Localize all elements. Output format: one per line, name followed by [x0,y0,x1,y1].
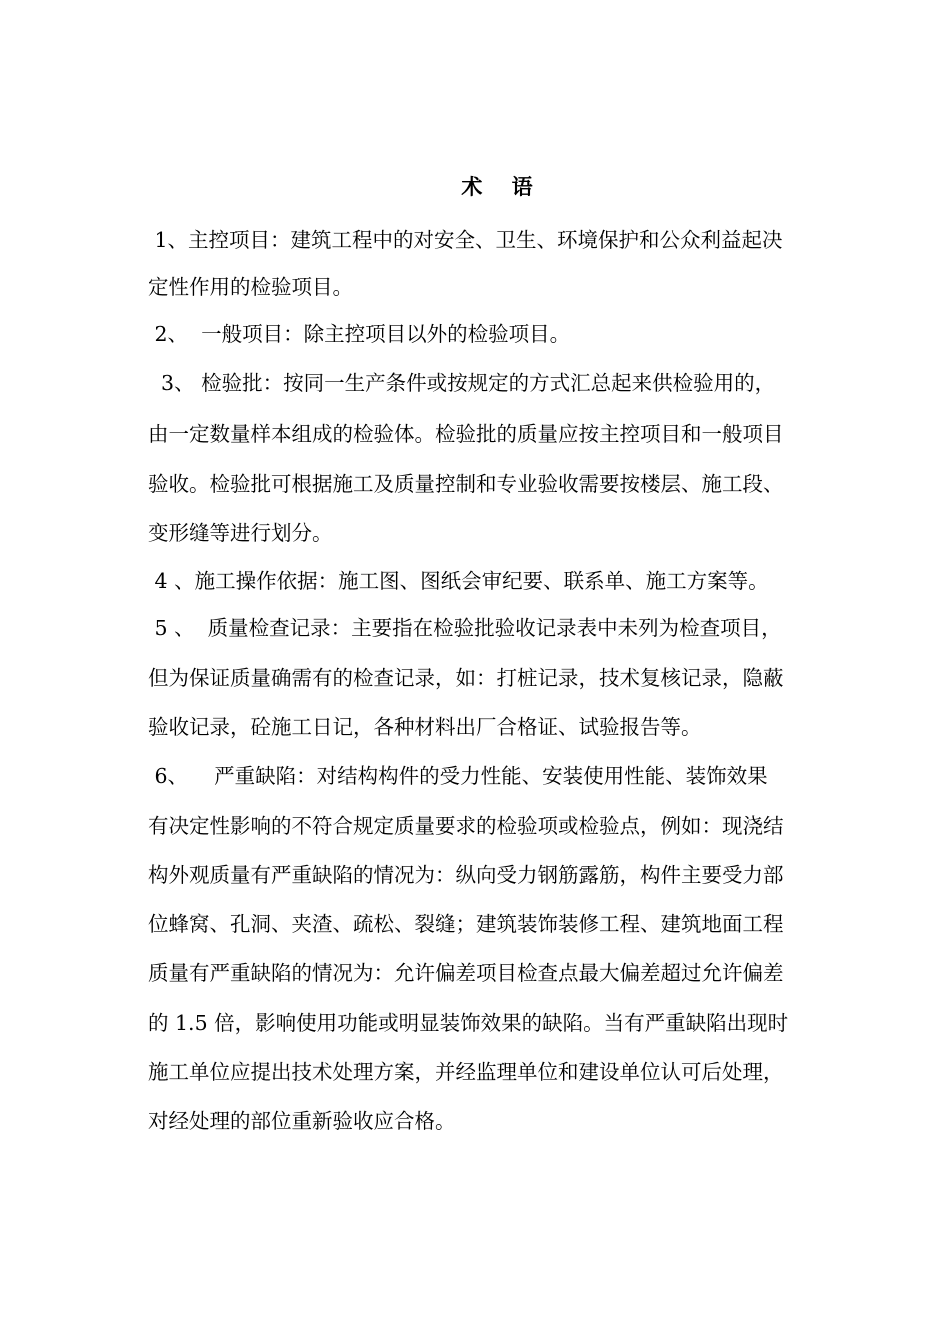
text-line: 验收。检验批可根据施工及质量控制和专业验收需要按楼层、施工段、 [148,472,784,496]
text-line: 的 1.5 倍，影响使用功能或明显装饰效果的缺陷。当有严重缺陷出现时 [148,1011,789,1035]
text-line: 6、 严重缺陷：对结构构件的受力性能、安装使用性能、装饰效果 [148,764,768,788]
page-title: 术 语 [461,175,533,199]
text-line: 变形缝等进行划分。 [148,521,333,545]
text-line: 3、 检验批：按同一生产条件或按规定的方式汇总起来供检验用的， [148,371,776,395]
text-line: 构外观质量有严重缺陷的情况为：纵向受力钢筋露筋，构件主要受力部 [148,863,784,887]
text-line: 但为保证质量确需有的检查记录，如：打桩记录，技术复核记录，隐蔽 [148,666,784,690]
text-line: 5 、 质量检查记录：主要指在检验批验收记录表中未列为检查项目， [148,616,782,640]
text-line: 质量有严重缺陷的情况为：允许偏差项目检查点最大偏差超过允许偏差 [148,961,784,985]
text-line: 有决定性影响的不符合规定质量要求的检验项或检验点，例如：现浇结 [148,814,784,838]
text-line: 定性作用的检验项目。 [148,275,353,299]
text-line: 2、 一般项目：除主控项目以外的检验项目。 [148,322,571,346]
text-line: 4 、施工操作依据：施工图、图纸会审纪要、联系单、施工方案等。 [148,569,769,593]
text-line: 由一定数量样本组成的检验体。检验批的质量应按主控项目和一般项目 [148,422,784,446]
text-line: 对经处理的部位重新验收应合格。 [148,1109,456,1133]
text-line: 1、主控项目：建筑工程中的对安全、卫生、环境保护和公众利益起决 [148,228,783,252]
text-line: 验收记录，砼施工日记，各种材料出厂合格证、试验报告等。 [148,715,702,739]
text-line: 位蜂窝、孔洞、夹渣、疏松、裂缝；建筑装饰装修工程、建筑地面工程 [148,912,784,936]
text-line: 施工单位应提出技术处理方案，并经监理单位和建设单位认可后处理， [148,1060,784,1084]
